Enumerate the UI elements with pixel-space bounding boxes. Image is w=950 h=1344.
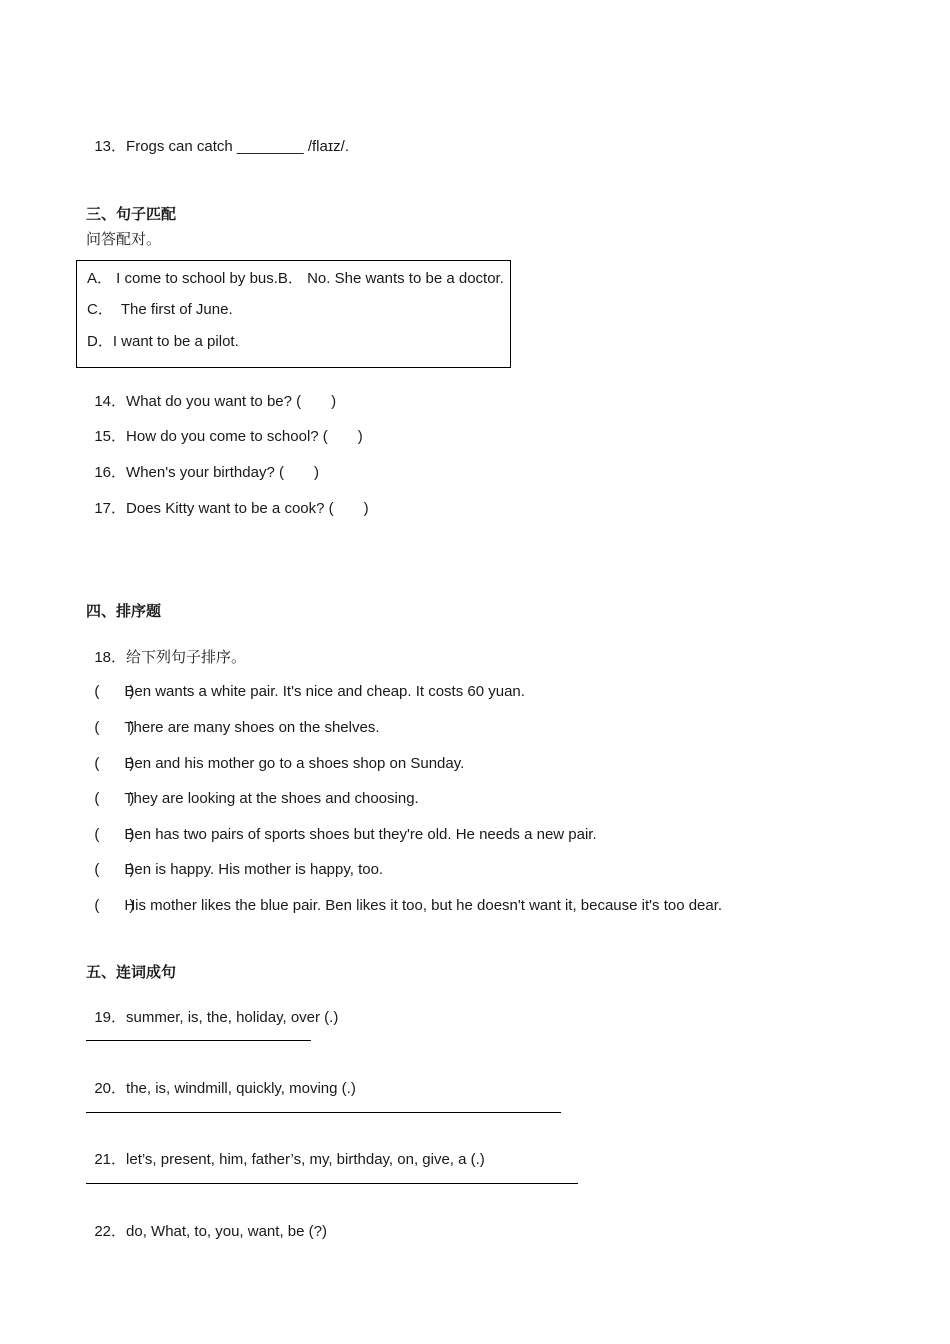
answer-line[interactable]: [86, 1112, 561, 1113]
question-number: 19．: [94, 1009, 127, 1026]
ordering-text: Ben has two pairs of sports shoes but they're old. He needs a new pair.: [124, 826, 597, 843]
question-16: [86, 443, 319, 483]
question-21: [86, 1130, 485, 1170]
ordering-text: Ben wants a white pair. It's nice and cheap. It costs 60 yuan.: [124, 683, 525, 700]
ordering-text: His mother likes the blue pair. Ben likes it too, but he doesn't want it, because it's too dear.: [124, 897, 723, 914]
answer-paren[interactable]: ( ): [94, 826, 135, 843]
question-text: the, is, windmill, quickly, moving (.): [126, 1080, 356, 1097]
answer-paren[interactable]: ( ): [94, 719, 135, 736]
section-instruction: 问答配对。: [86, 230, 162, 248]
ordering-item: [86, 734, 464, 774]
question-number: 15．: [94, 428, 127, 445]
question-number: 17．: [94, 500, 127, 517]
answer-line[interactable]: [86, 1040, 311, 1041]
question-text: summer, is, the, holiday, over (.): [126, 1009, 339, 1026]
answer-paren[interactable]: ( ): [94, 790, 135, 807]
question-number: 22．: [94, 1223, 127, 1240]
ordering-text: Ben is happy. His mother is happy, too.: [124, 861, 384, 878]
question-number: 20．: [94, 1080, 127, 1097]
ordering-item: [86, 769, 419, 809]
question-19: [86, 988, 338, 1028]
question-13: [86, 117, 349, 157]
answer-paren[interactable]: ( ): [94, 683, 135, 700]
question-20: [86, 1059, 356, 1099]
question-text: How do you come to school? ( ): [126, 428, 363, 445]
question-number: 14．: [94, 393, 127, 410]
answer-paren[interactable]: ( ): [94, 897, 135, 914]
question-text: Does Kitty want to be a cook? ( ): [126, 500, 369, 517]
question-text: do, What, to, you, want, be (?): [126, 1223, 327, 1240]
question-number: 13．: [94, 138, 127, 155]
ordering-item: [86, 805, 597, 845]
section-heading-3: 三、句子匹配: [86, 205, 177, 223]
question-instruction: 给下列句子排序。: [126, 648, 247, 666]
question-text: When's your birthday? ( ): [126, 464, 319, 481]
answer-paren[interactable]: ( ): [94, 755, 135, 772]
question-number: 16．: [94, 464, 127, 481]
option-c: C． The first of June.: [87, 301, 233, 318]
ordering-text: There are many shoes on the shelves.: [124, 719, 380, 736]
section-heading-5: 五、连词成句: [86, 963, 177, 981]
question-number: 18．: [94, 649, 127, 666]
ordering-item: [86, 840, 383, 880]
question-text: let’s, present, him, father’s, my, birthday, on, give, a (.): [126, 1151, 485, 1168]
question-15: [86, 407, 363, 447]
question-22: [86, 1202, 327, 1242]
option-ab: A． I come to school by bus.B． No. She wants to be a doctor.: [87, 270, 504, 287]
options-box: [76, 260, 511, 368]
question-14: [86, 372, 336, 412]
question-text: What do you want to be? ( ): [126, 393, 337, 410]
question-number: 21．: [94, 1151, 127, 1168]
ordering-text: Ben and his mother go to a shoes shop on Sunday.: [124, 755, 465, 772]
answer-line[interactable]: [86, 1183, 578, 1184]
ordering-item: [86, 662, 525, 702]
ordering-item: [86, 698, 379, 738]
question-17: [86, 479, 369, 519]
ordering-item: [86, 876, 722, 916]
option-d: D．I want to be a pilot.: [87, 333, 239, 350]
section-heading-4: 四、排序题: [86, 602, 162, 620]
ordering-text: They are looking at the shoes and choosing.: [124, 790, 419, 807]
answer-paren[interactable]: ( ): [94, 861, 135, 878]
question-text: Frogs can catch ________ /flaɪz/.: [126, 138, 350, 155]
